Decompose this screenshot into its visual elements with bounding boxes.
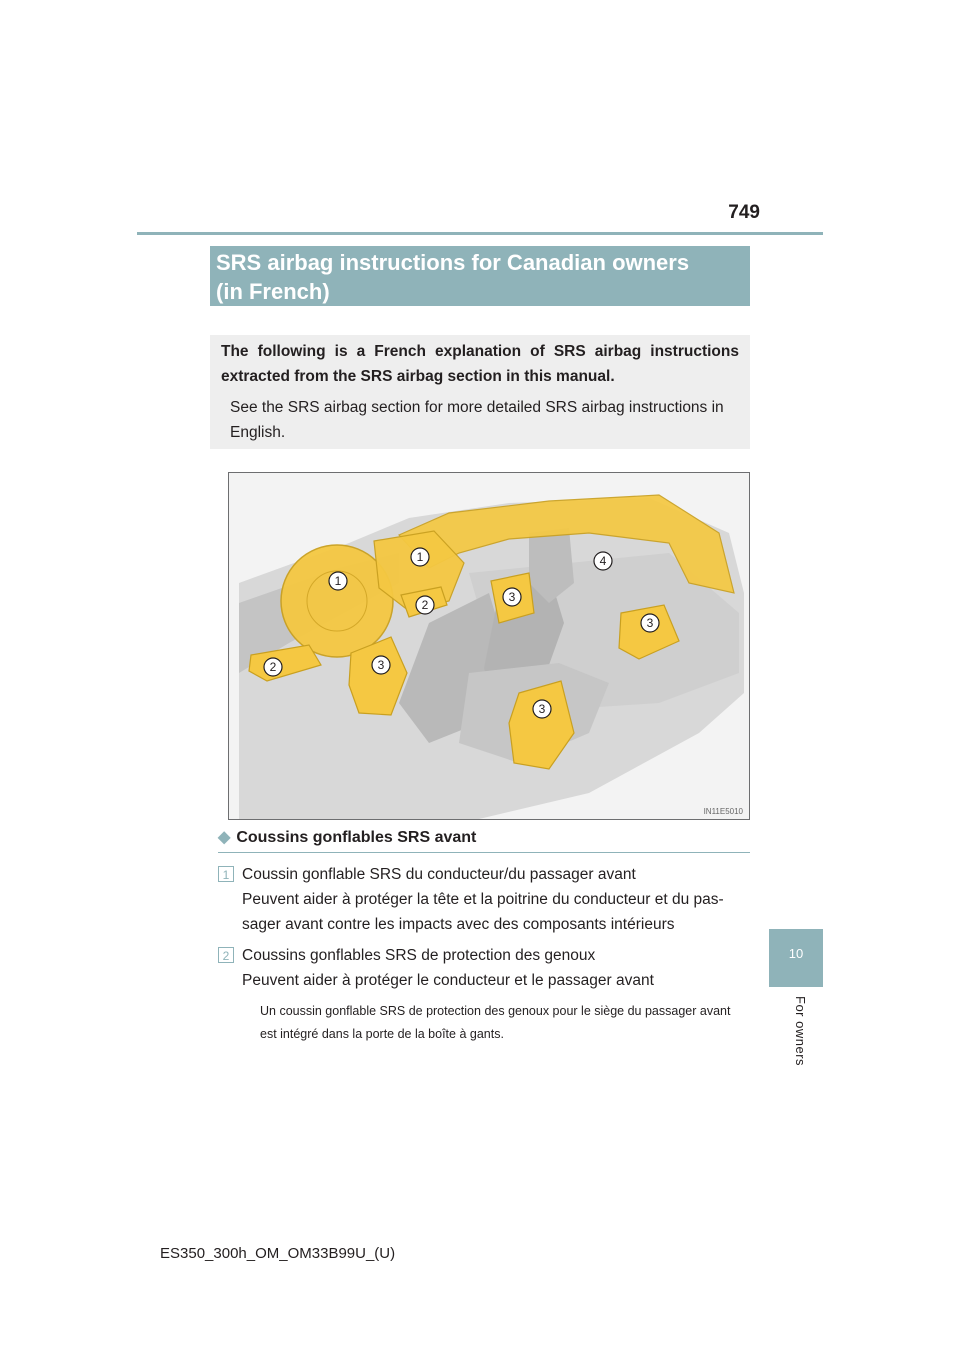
callout-label-4: 4 — [599, 554, 607, 568]
airbag-illustration — [228, 472, 750, 820]
subsection-title: Coussins gonflables SRS avant — [236, 829, 477, 846]
callout-label-3b: 3 — [508, 590, 516, 604]
subsection-heading — [218, 826, 750, 853]
diamond-bullet-icon: ◆ — [218, 829, 231, 846]
item-title: Coussins gonflables SRS de protection des genoux — [242, 947, 596, 964]
callout-label-2a: 2 — [269, 660, 277, 674]
item-description: Peuvent aider à protéger la tête et la poitrine du conducteur et du pas-sager avant contre les impacts avec des composants intérieurs — [242, 891, 724, 933]
section-title — [210, 246, 750, 306]
callout-label-1b: 1 — [416, 550, 424, 564]
item-number-badge: 1 — [218, 866, 234, 882]
item-description: Peuvent aider à protéger le conducteur et le passager avant — [242, 972, 654, 989]
callout-label-2b: 2 — [421, 598, 429, 612]
car-interior-drawing — [229, 473, 749, 819]
section-title-line-1: SRS airbag instructions for Canadian owners — [216, 250, 690, 275]
info-note: See the SRS airbag section for more detailed SRS airbag instructions in English. — [230, 399, 724, 441]
item-number-badge: 2 — [218, 947, 234, 963]
list-item — [218, 862, 750, 937]
page-footer: ES350_300h_OM_OM33B99U_(U) — [160, 1245, 396, 1262]
item-title: Coussin gonflable SRS du conducteur/du passager avant — [242, 866, 636, 883]
chapter-tab: 10 — [769, 929, 823, 987]
callout-label-1a: 1 — [334, 574, 342, 588]
figure-code: IN11E5010 — [703, 807, 743, 816]
chapter-label: For owners — [793, 996, 808, 1067]
header-rule — [137, 232, 823, 235]
item-note: Un coussin gonflable SRS de protection des genoux pour le siège du passager avant est intégré dans la porte de la boîte à gants. — [260, 1004, 731, 1041]
page-number: 749 — [728, 202, 760, 223]
list-item — [218, 943, 750, 993]
callout-label-3c: 3 — [646, 616, 654, 630]
callout-label-3d: 3 — [538, 702, 546, 716]
info-lead: The following is a French explanation of SRS airbag instructions extracted from the SRS airbag section in this manual. — [221, 343, 739, 385]
section-title-line-2: (in French) — [216, 279, 330, 304]
callout-label-3a: 3 — [377, 658, 385, 672]
info-box — [210, 335, 750, 449]
